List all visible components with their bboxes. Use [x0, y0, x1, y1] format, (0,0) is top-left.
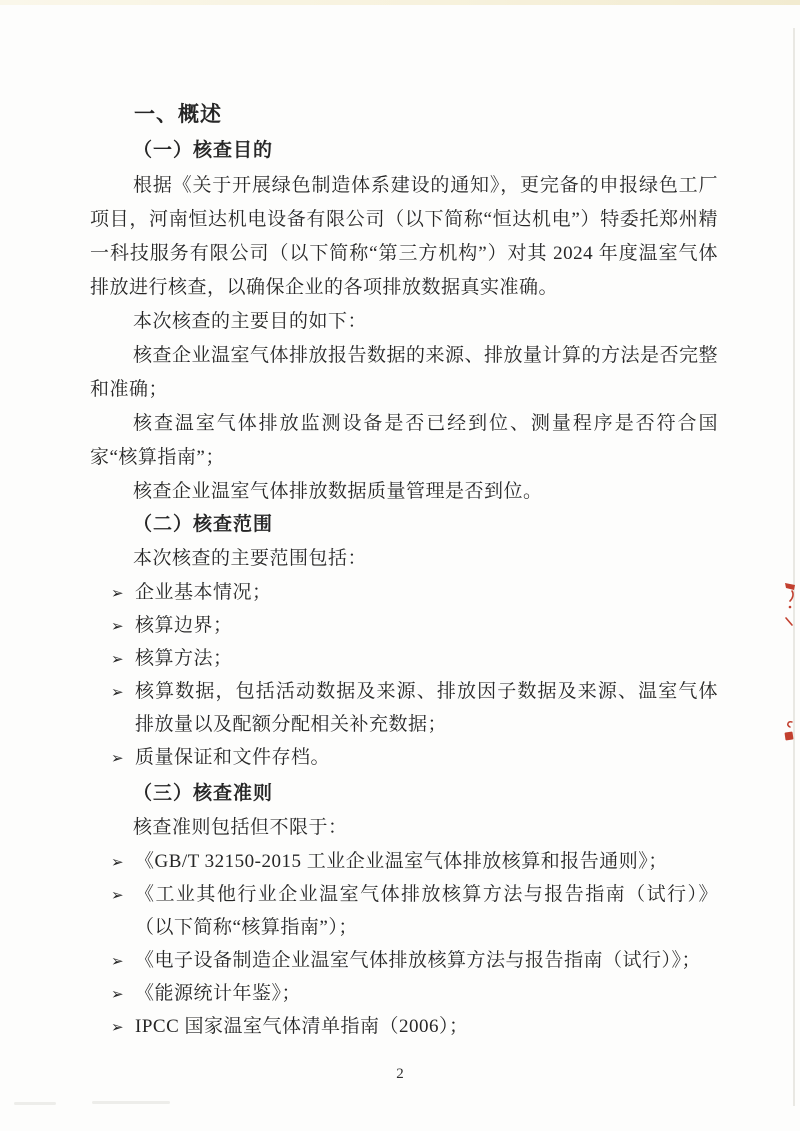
list-item — [90, 576, 718, 609]
scan-smudge — [14, 1102, 56, 1105]
list-item-text: 《能源统计年鉴》； — [135, 983, 302, 1004]
list-item — [90, 675, 718, 741]
bullet-arrow-icon: ➢ — [111, 650, 124, 668]
document-body — [90, 100, 718, 1043]
list-item-text: 企业基本情况； — [135, 582, 272, 603]
paragraph-purpose-3: 核查企业温室气体排放数据质量管理是否到位。 — [133, 481, 543, 502]
bullet-arrow-icon: ➢ — [111, 853, 124, 871]
list-item — [90, 1010, 718, 1043]
subsection-heading-verification-criteria: （三）核查准则 — [133, 783, 274, 804]
bullet-arrow-icon: ➢ — [111, 617, 124, 635]
bullet-arrow-icon: ➢ — [111, 985, 124, 1003]
scan-smudge — [92, 1101, 170, 1104]
list-item — [90, 741, 718, 774]
list-item-text: 质量保证和文件存档。 — [135, 747, 331, 768]
bullet-arrow-icon: ➢ — [111, 952, 124, 970]
list-item-text: 《电子设备制造企业温室气体排放核算方法与报告指南（试行）》； — [135, 950, 702, 971]
scan-right-edge-shadow — [793, 28, 795, 1106]
criteria-list — [90, 845, 718, 1043]
list-item — [90, 944, 718, 977]
red-ink-mark-top — [781, 579, 799, 629]
bullet-arrow-icon: ➢ — [111, 1018, 124, 1036]
list-item-text: 《GB/T 32150-2015 工业企业温室气体排放核算和报告通则》； — [135, 851, 668, 872]
subsection-heading-verification-purpose: （一）核查目的 — [133, 140, 274, 161]
bullet-arrow-icon: ➢ — [111, 886, 124, 904]
scope-list — [90, 576, 718, 774]
list-item-text: 核算边界； — [135, 615, 233, 636]
list-item-text: IPCC 国家温室气体清单指南（2006）； — [135, 1016, 469, 1037]
paragraph-purpose-1: 核查企业温室气体排放报告数据的来源、排放量计算的方法是否完整和准确； — [90, 345, 719, 400]
list-item-text: 核算数据，包括活动数据及来源、排放因子数据及来源、温室气体排放量以及配额分配相关补充数据； — [135, 681, 718, 735]
list-item — [90, 878, 718, 944]
bullet-arrow-icon: ➢ — [111, 749, 124, 767]
scan-top-edge-artifact — [0, 0, 800, 5]
paragraph-purpose-2: 核查温室气体排放监测设备是否已经到位、测量程序是否符合国家“核算指南”； — [90, 413, 718, 468]
paragraph-purpose-intro: 本次核查的主要目的如下： — [133, 311, 368, 332]
page-number: 2 — [396, 1066, 404, 1082]
paragraph-criteria-intro: 核查准则包括但不限于： — [133, 817, 348, 838]
list-item — [90, 977, 718, 1010]
section-heading-overview: 一、概述 — [134, 102, 222, 126]
list-item-text: 《工业其他行业企业温室气体排放核算方法与报告指南（试行）》（以下简称“核算指南”）； — [135, 884, 718, 938]
red-ink-mark-bottom — [781, 718, 797, 746]
list-item — [90, 609, 718, 642]
list-item-text: 核算方法； — [135, 648, 233, 669]
list-item — [90, 845, 718, 878]
list-item — [90, 642, 718, 675]
paragraph-verification-basis: 根据《关于开展绿色制造体系建设的通知》，更完备的申报绿色工厂项目，河南恒达机电设备有限公司（以下简称“恒达机电”）特委托郑州精一科技服务有限公司（以下简称“第三方机构”）对其 2024 年度温室气体排放进行核查，以确保企业的各项排放数据真实准确。 — [90, 175, 718, 298]
bullet-arrow-icon: ➢ — [111, 584, 124, 602]
subsection-heading-verification-scope: （二）核查范围 — [133, 514, 274, 535]
bullet-arrow-icon: ➢ — [111, 683, 124, 701]
paragraph-scope-intro: 本次核查的主要范围包括： — [133, 548, 368, 569]
